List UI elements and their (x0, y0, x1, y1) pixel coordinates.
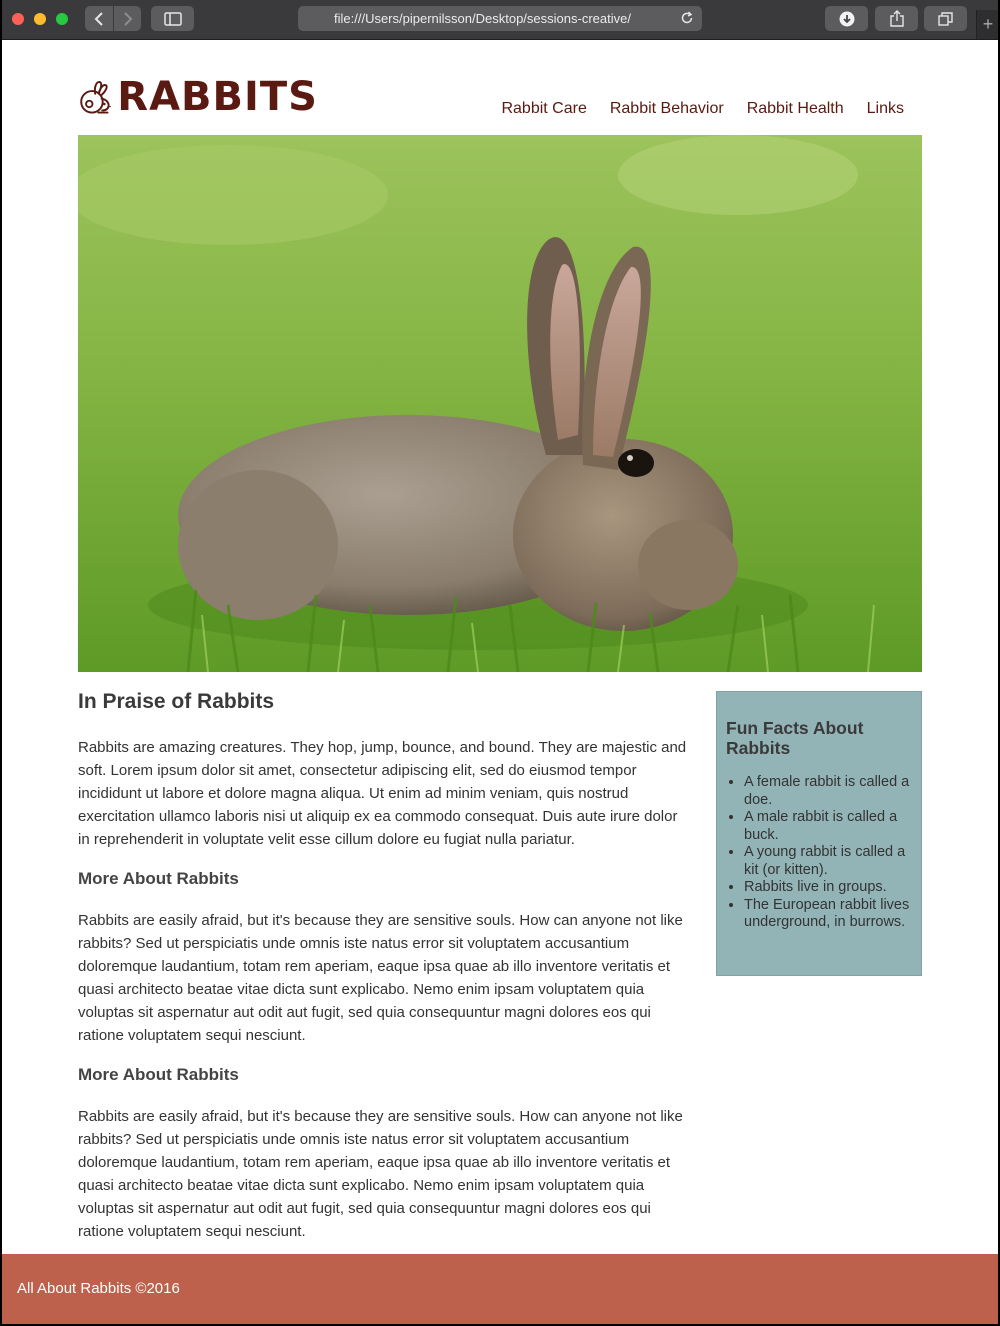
address-url: file:///Users/pipernilsson/Desktop/sessions-creative/ (334, 11, 631, 26)
sidebar-title: Fun Facts About Rabbits (726, 718, 864, 758)
section-heading: More About Rabbits (78, 869, 239, 888)
hero-image (78, 135, 922, 672)
forward-icon (123, 12, 133, 26)
rabbit-photo (78, 135, 922, 672)
rabbit-logo-icon (78, 66, 111, 128)
browser-window (2, 0, 998, 1324)
back-button[interactable] (85, 6, 113, 31)
list-item: • Rabbits live in groups. (744, 879, 913, 897)
main-content (78, 690, 690, 1261)
section-paragraph: Rabbits are easily afraid, but it's because they are sensitive souls. How can anyone not like rabbits? Sed ut perspiciatis unde omnis iste natus error sit voluptatem accusantium doloremque laudantium, totam rem aperiam, eaque ipsa quae ab illo inventore veritatis et quasi architecto beatae vitae dicta sunt explicabo. Nemo enim ipsam voluptatem quia voluptas sit aspernatur aut odit aut fugit, sed quia consequuntur magni dolores eos qui ratione voluptatem sequi nesciunt. (78, 1108, 683, 1240)
list-item: • A male rabbit is called a buck. (744, 809, 913, 844)
web-page (2, 40, 998, 1324)
site-footer (2, 1254, 998, 1324)
address-bar[interactable] (298, 6, 702, 31)
fun-facts-sidebar (716, 691, 922, 976)
download-icon (839, 11, 855, 27)
list-item: • A young rabbit is called a kit (or kitten). (744, 844, 913, 879)
list-item: • A female rabbit is called a doe. (744, 774, 913, 809)
footer-text: All About Rabbits ©2016 (17, 1280, 180, 1297)
zoom-window-button[interactable] (56, 13, 68, 25)
back-icon (94, 12, 104, 26)
share-button[interactable] (875, 6, 918, 31)
section-heading: More About Rabbits (78, 1065, 239, 1084)
nav-link-rabbit-care[interactable]: Rabbit Care (501, 100, 587, 117)
plus-icon: + (982, 14, 994, 34)
logo-text: RABBITS (117, 74, 318, 120)
reload-icon[interactable] (680, 11, 694, 25)
tabs-icon (938, 12, 953, 26)
nav-link-links[interactable]: Links (866, 100, 904, 117)
facts-list (717, 774, 921, 932)
minimize-window-button[interactable] (34, 13, 46, 25)
show-tabs-button[interactable] (924, 6, 967, 31)
list-item: • The European rabbit lives underground, in burrows. (744, 897, 913, 932)
main-nav (501, 100, 904, 118)
page-title: In Praise of Rabbits (78, 690, 275, 713)
downloads-button[interactable] (825, 6, 868, 31)
section-paragraph: Rabbits are easily afraid, but it's because they are sensitive souls. How can anyone not like rabbits? Sed ut perspiciatis unde omnis iste natus error sit voluptatem accusantium doloremque laudantium, totam rem aperiam, eaque ipsa quae ab illo inventore veritatis et quasi architecto beatae vitae dicta sunt explicabo. Nemo enim ipsam voluptatem quia voluptas sit aspernatur aut odit aut fugit, sed quia consequuntur magni dolores eos qui ratione voluptatem sequi nesciunt. (78, 912, 683, 1044)
nav-link-rabbit-behavior[interactable]: Rabbit Behavior (609, 100, 724, 117)
new-tab-button[interactable] (976, 10, 998, 39)
sidebar-toggle-button[interactable] (151, 6, 194, 31)
intro-paragraph: Rabbits are amazing creatures. They hop, jump, bounce, and bound. They are majestic and soft. Lorem ipsum dolor sit amet, consectetur adipiscing elit, sed do eiusmod tempor incididunt ut labore et dolore magna aliqua. Ut enim ad minim veniam, quis nostrud exercitation ullamco laboris nisi ut aliquip ex ea commodo consequat. Duis aute irure dolor in reprehenderit in voluptate velit esse cillum dolore eu fugiat nulla pariatur. (78, 739, 687, 848)
share-icon (890, 10, 904, 27)
sidebar-icon (164, 12, 182, 26)
close-window-button[interactable] (12, 13, 24, 25)
browser-toolbar (2, 0, 998, 40)
forward-button[interactable] (114, 6, 141, 31)
site-logo[interactable] (78, 66, 318, 128)
nav-link-rabbit-health[interactable]: Rabbit Health (746, 100, 844, 117)
